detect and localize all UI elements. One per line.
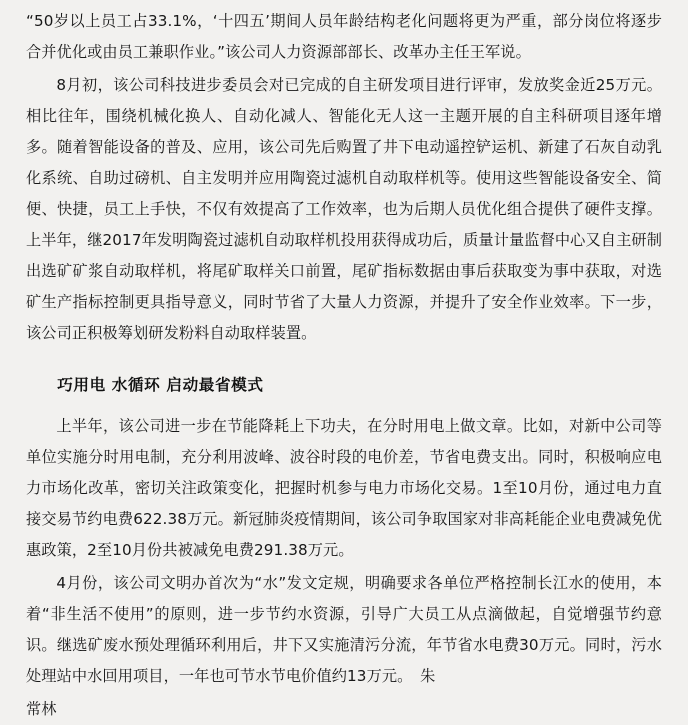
paragraph-3: 上半年，该公司进一步在节能降耗上下功夫，在分时用电上做文章。比如，对新中公司等单位实施分时用电制，充分利用波峰、波谷时段的电价差，节省电费支出。同时，积极响应电力市场化改革，密切关注政策变化，把握时机参与电力市场化交易。1至10月份，通过电力直接交易节约电费622.38万元。新冠肺炎疫情期间，该公司争取国家对非高耗能企业电费减免优惠政策，2至10月份共被减免电费291.38万元。 xyxy=(26,417,662,559)
section-spacer xyxy=(26,351,662,357)
paragraph-1: “50岁以上员工占33.1%，‘十四五’期间人员年龄结构老化问题将更为严重，部分岗位将逐步合并优化或由员工兼职作业。”该公司人力资源部部长、改革办主任王军说。 xyxy=(26,12,662,61)
section-heading: 巧用电 水循环 启动最省模式 xyxy=(57,376,264,394)
paragraph-2: 8月初，该公司科技进步委员会对已完成的自主研发项目进行评审，发放奖金近25万元。相比往年，围绕机械化换人、自动化减人、智能化无人这一主题开展的自主科研项目逐年增多。随着智能设备的普及、应用，该公司先后购置了井下电动遥控铲运机、新建了石灰自动乳化系统、自助过磅机、自主发明并应用陶瓷过滤机自动取样机等。使用这些智能设备安全、简便、快捷，员工上手快，不仅有效提高了工作效率，也为后期人员优化组合提供了硬件支撑。上半年，继2017年发明陶瓷过滤机自动取样机投用获得成功后，质量计量监督中心又自主研制出选矿矿浆自动取样机，将尾矿取样关口前置，尾矿指标数据由事后获取变为事中获取，对选矿生产指标控制更具指导意义，同时节省了大量人力资源，并提升了安全作业效率。下一步，该公司正积极筹划研发粉料自动取样装置。 xyxy=(26,76,662,342)
paragraph-4: 4月份，该公司文明办首次为“水”发文定规，明确要求各单位严格控制长江水的使用，本着“非生活不使用”的原则，进一步节约水资源，引导广大员工从点滴做起，自觉增强节约意识。继选矿废水预处理循环利用后，井下又实施清污分流，年节省水电费30万元。同时，污水处理站中水回用项目，一年也可节水节电价值约13万元。 朱 xyxy=(26,574,662,685)
author-signature: 常林 xyxy=(26,700,57,718)
